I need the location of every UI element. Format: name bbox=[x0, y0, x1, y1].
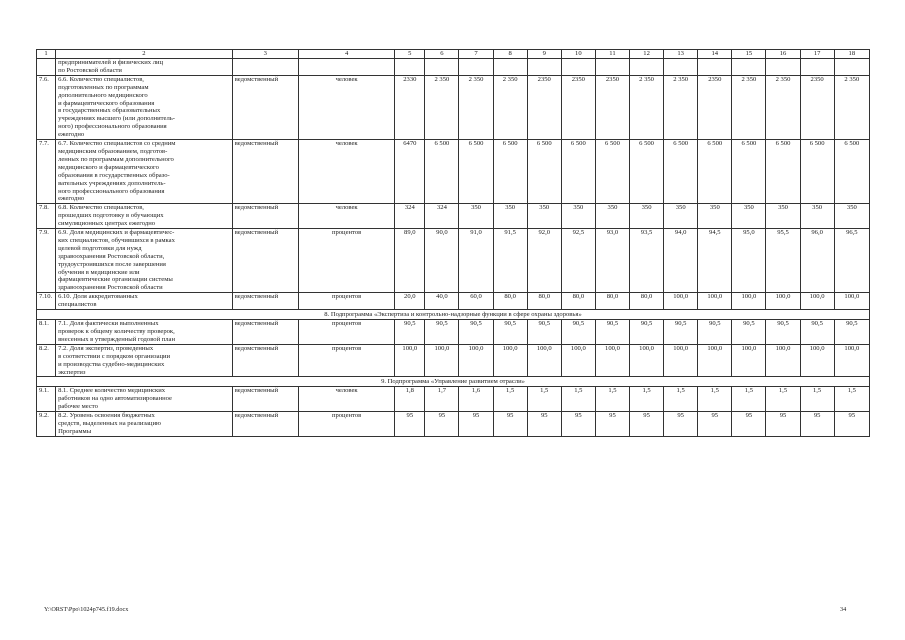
indicator-name: 7.1. Доля фактически выполненных проверок к общему количеству проверок, внесенных в утвержденный годовой план bbox=[56, 320, 233, 345]
value-cell: 100,0 bbox=[395, 344, 425, 377]
value-cell: 90,5 bbox=[630, 320, 664, 345]
value-cell: 100,0 bbox=[698, 344, 732, 377]
table-row bbox=[37, 293, 870, 310]
value-cell: 95 bbox=[459, 412, 493, 437]
value-cell: 6 500 bbox=[664, 140, 698, 204]
value-cell: 6 500 bbox=[800, 140, 834, 204]
value-cell: 350 bbox=[834, 204, 869, 229]
value-cell bbox=[800, 59, 834, 76]
value-cell: 91,5 bbox=[493, 229, 527, 293]
value-cell: 2350 bbox=[698, 75, 732, 139]
value-cell: 90,5 bbox=[493, 320, 527, 345]
value-cell: 6470 bbox=[395, 140, 425, 204]
value-cell: 100,0 bbox=[732, 293, 766, 310]
value-cell: 100,0 bbox=[561, 344, 595, 377]
header-cell: 6 bbox=[425, 50, 459, 59]
value-cell: 350 bbox=[766, 204, 800, 229]
value-cell: 100,0 bbox=[766, 293, 800, 310]
value-cell: 350 bbox=[698, 204, 732, 229]
value-cell: 95 bbox=[527, 412, 561, 437]
value-cell: 95 bbox=[595, 412, 629, 437]
value-cell: 100,0 bbox=[834, 293, 869, 310]
header-cell: 10 bbox=[561, 50, 595, 59]
value-cell: 95,5 bbox=[766, 229, 800, 293]
unit-of-measure bbox=[298, 59, 394, 76]
value-cell: 90,5 bbox=[395, 320, 425, 345]
value-cell: 350 bbox=[664, 204, 698, 229]
value-cell: 100,0 bbox=[664, 344, 698, 377]
unit-of-measure: человек bbox=[298, 75, 394, 139]
value-cell: 350 bbox=[800, 204, 834, 229]
value-cell bbox=[395, 59, 425, 76]
header-cell: 3 bbox=[232, 50, 298, 59]
value-cell: 96,5 bbox=[834, 229, 869, 293]
indicator-name: 6.8. Количество специалистов, прошедших подготовку в обучающих симуляционных центрах ежегодно bbox=[56, 204, 233, 229]
value-cell: 95 bbox=[664, 412, 698, 437]
value-cell: 90,5 bbox=[698, 320, 732, 345]
row-number: 7.9. bbox=[37, 229, 56, 293]
row-number: 9.1. bbox=[37, 387, 56, 412]
indicators-table bbox=[36, 49, 870, 437]
value-cell: 2350 bbox=[595, 75, 629, 139]
data-source: ведомственный bbox=[232, 387, 298, 412]
data-source: ведомственный bbox=[232, 229, 298, 293]
value-cell: 100,0 bbox=[800, 293, 834, 310]
value-cell: 95 bbox=[395, 412, 425, 437]
row-number: 7.10. bbox=[37, 293, 56, 310]
table-row bbox=[37, 344, 870, 377]
value-cell: 40,0 bbox=[425, 293, 459, 310]
value-cell: 90,5 bbox=[834, 320, 869, 345]
value-cell: 90,5 bbox=[561, 320, 595, 345]
value-cell: 100,0 bbox=[732, 344, 766, 377]
header-cell: 14 bbox=[698, 50, 732, 59]
header-cell: 2 bbox=[56, 50, 233, 59]
data-source bbox=[232, 59, 298, 76]
value-cell: 2 350 bbox=[493, 75, 527, 139]
value-cell: 100,0 bbox=[766, 344, 800, 377]
unit-of-measure: процентов bbox=[298, 229, 394, 293]
value-cell: 90,5 bbox=[595, 320, 629, 345]
value-cell: 2 350 bbox=[766, 75, 800, 139]
value-cell: 1,5 bbox=[698, 387, 732, 412]
value-cell: 6 500 bbox=[766, 140, 800, 204]
value-cell: 1,6 bbox=[459, 387, 493, 412]
value-cell: 100,0 bbox=[664, 293, 698, 310]
column-number-header bbox=[37, 50, 870, 59]
value-cell: 1,5 bbox=[800, 387, 834, 412]
value-cell: 6 500 bbox=[595, 140, 629, 204]
value-cell bbox=[834, 59, 869, 76]
unit-of-measure: человек bbox=[298, 387, 394, 412]
table-row bbox=[37, 387, 870, 412]
value-cell: 350 bbox=[630, 204, 664, 229]
value-cell: 90,0 bbox=[425, 229, 459, 293]
value-cell: 90,5 bbox=[800, 320, 834, 345]
row-number: 8.2. bbox=[37, 344, 56, 377]
data-source: ведомственный bbox=[232, 344, 298, 377]
indicator-name: 7.2. Доля экспертиз, проведенных в соответствии с порядком организации и производства судебно-медицинских экспертиз bbox=[56, 344, 233, 377]
value-cell: 94,5 bbox=[698, 229, 732, 293]
header-cell: 13 bbox=[664, 50, 698, 59]
row-number: 8.1. bbox=[37, 320, 56, 345]
value-cell: 95 bbox=[493, 412, 527, 437]
value-cell: 20,0 bbox=[395, 293, 425, 310]
value-cell: 350 bbox=[493, 204, 527, 229]
data-source: ведомственный bbox=[232, 75, 298, 139]
value-cell: 6 500 bbox=[698, 140, 732, 204]
header-cell: 9 bbox=[527, 50, 561, 59]
value-cell bbox=[630, 59, 664, 76]
value-cell: 80,0 bbox=[493, 293, 527, 310]
indicator-name: 8.1. Среднее количество медицинских работников на одно автоматизированное рабочее место bbox=[56, 387, 233, 412]
data-source: ведомственный bbox=[232, 412, 298, 437]
value-cell: 6 500 bbox=[459, 140, 493, 204]
value-cell: 1,5 bbox=[732, 387, 766, 412]
indicator-name: предпринимателей и физических лиц по Ростовской области bbox=[56, 59, 233, 76]
value-cell: 6 500 bbox=[493, 140, 527, 204]
value-cell: 100,0 bbox=[630, 344, 664, 377]
value-cell: 90,5 bbox=[766, 320, 800, 345]
value-cell: 90,5 bbox=[664, 320, 698, 345]
value-cell bbox=[732, 59, 766, 76]
header-cell: 17 bbox=[800, 50, 834, 59]
row-number: 7.8. bbox=[37, 204, 56, 229]
value-cell: 1,5 bbox=[834, 387, 869, 412]
value-cell: 80,0 bbox=[527, 293, 561, 310]
value-cell: 90,5 bbox=[527, 320, 561, 345]
unit-of-measure: процентов bbox=[298, 344, 394, 377]
unit-of-measure: человек bbox=[298, 204, 394, 229]
value-cell: 91,0 bbox=[459, 229, 493, 293]
indicator-name: 8.2. Уровень освоения бюджетных средств, выделенных на реализацию Программы bbox=[56, 412, 233, 437]
value-cell: 6 500 bbox=[527, 140, 561, 204]
table-row bbox=[37, 59, 870, 76]
page-number: 34 bbox=[840, 606, 847, 613]
value-cell: 324 bbox=[425, 204, 459, 229]
value-cell: 95 bbox=[766, 412, 800, 437]
header-cell: 7 bbox=[459, 50, 493, 59]
value-cell: 2350 bbox=[800, 75, 834, 139]
value-cell: 350 bbox=[561, 204, 595, 229]
header-cell: 18 bbox=[834, 50, 869, 59]
value-cell: 93,5 bbox=[630, 229, 664, 293]
header-cell: 5 bbox=[395, 50, 425, 59]
indicator-name: 6.9. Доля медицинских и фармацевтичес- ких специалистов, обучившихся в рамках целевой подготовки для нужд здравоохранения Ростовской области, трудоустроившихся после завершения обучения в медицинские или фармацевтические организации системы здравоохранения Ростовской области bbox=[56, 229, 233, 293]
value-cell: 6 500 bbox=[561, 140, 595, 204]
value-cell: 95 bbox=[698, 412, 732, 437]
value-cell: 6 500 bbox=[425, 140, 459, 204]
value-cell: 95 bbox=[732, 412, 766, 437]
value-cell bbox=[698, 59, 732, 76]
value-cell: 350 bbox=[595, 204, 629, 229]
value-cell: 95 bbox=[834, 412, 869, 437]
unit-of-measure: человек bbox=[298, 140, 394, 204]
header-cell: 15 bbox=[732, 50, 766, 59]
value-cell: 1,5 bbox=[766, 387, 800, 412]
value-cell: 100,0 bbox=[698, 293, 732, 310]
unit-of-measure: процентов bbox=[298, 412, 394, 437]
value-cell: 1,5 bbox=[664, 387, 698, 412]
value-cell bbox=[561, 59, 595, 76]
table-row bbox=[37, 140, 870, 204]
header-cell: 11 bbox=[595, 50, 629, 59]
table-row bbox=[37, 320, 870, 345]
value-cell: 60,0 bbox=[459, 293, 493, 310]
section-header-row bbox=[37, 310, 870, 320]
value-cell: 96,0 bbox=[800, 229, 834, 293]
value-cell: 89,0 bbox=[395, 229, 425, 293]
value-cell: 2330 bbox=[395, 75, 425, 139]
value-cell bbox=[527, 59, 561, 76]
header-cell: 1 bbox=[37, 50, 56, 59]
value-cell: 6 500 bbox=[834, 140, 869, 204]
value-cell: 93,0 bbox=[595, 229, 629, 293]
value-cell: 90,5 bbox=[732, 320, 766, 345]
value-cell: 1,5 bbox=[561, 387, 595, 412]
header-cell: 4 bbox=[298, 50, 394, 59]
value-cell bbox=[595, 59, 629, 76]
unit-of-measure: процентов bbox=[298, 293, 394, 310]
value-cell: 2350 bbox=[561, 75, 595, 139]
value-cell: 1,5 bbox=[630, 387, 664, 412]
value-cell: 324 bbox=[395, 204, 425, 229]
value-cell: 350 bbox=[732, 204, 766, 229]
value-cell: 1,5 bbox=[527, 387, 561, 412]
table-row bbox=[37, 229, 870, 293]
value-cell: 100,0 bbox=[595, 344, 629, 377]
value-cell: 80,0 bbox=[561, 293, 595, 310]
value-cell: 80,0 bbox=[630, 293, 664, 310]
data-source: ведомственный bbox=[232, 293, 298, 310]
value-cell: 95,0 bbox=[732, 229, 766, 293]
header-cell: 16 bbox=[766, 50, 800, 59]
value-cell: 2 350 bbox=[459, 75, 493, 139]
data-source: ведомственный bbox=[232, 140, 298, 204]
indicator-name: 6.10. Доля аккредитованных специалистов bbox=[56, 293, 233, 310]
value-cell bbox=[664, 59, 698, 76]
row-number bbox=[37, 59, 56, 76]
header-cell: 8 bbox=[493, 50, 527, 59]
value-cell: 6 500 bbox=[732, 140, 766, 204]
value-cell: 350 bbox=[527, 204, 561, 229]
value-cell bbox=[766, 59, 800, 76]
value-cell: 2 350 bbox=[664, 75, 698, 139]
value-cell: 1,5 bbox=[493, 387, 527, 412]
value-cell: 1,8 bbox=[395, 387, 425, 412]
value-cell: 95 bbox=[425, 412, 459, 437]
section-title: 8. Подпрограмма «Экспертиза и контрольно-надзорные функции в сфере охраны здоровья» bbox=[37, 310, 870, 320]
value-cell: 100,0 bbox=[834, 344, 869, 377]
table-row bbox=[37, 204, 870, 229]
row-number: 7.6. bbox=[37, 75, 56, 139]
value-cell: 90,5 bbox=[459, 320, 493, 345]
value-cell: 2350 bbox=[527, 75, 561, 139]
table-row bbox=[37, 75, 870, 139]
table-body bbox=[37, 50, 870, 437]
section-header-row bbox=[37, 377, 870, 387]
table-row bbox=[37, 412, 870, 437]
indicator-name: 6.6. Количество специалистов, подготовленных по программам дополнительного медицинского и фармацевтического образования в государственных образовательных учреждениях высшего (или дополнитель- ного) профессионального образования ежегодно bbox=[56, 75, 233, 139]
value-cell bbox=[425, 59, 459, 76]
value-cell: 2 350 bbox=[732, 75, 766, 139]
footer-file-path: Y:\ORST\Ppo\1024p745.f19.docx bbox=[44, 606, 129, 613]
header-cell: 12 bbox=[630, 50, 664, 59]
value-cell: 2 350 bbox=[425, 75, 459, 139]
value-cell: 92,5 bbox=[561, 229, 595, 293]
section-title: 9. Подпрограмма «Управление развитием отрасли» bbox=[37, 377, 870, 387]
value-cell: 95 bbox=[800, 412, 834, 437]
data-source: ведомственный bbox=[232, 204, 298, 229]
value-cell bbox=[493, 59, 527, 76]
value-cell: 100,0 bbox=[459, 344, 493, 377]
value-cell: 2 350 bbox=[630, 75, 664, 139]
value-cell: 95 bbox=[630, 412, 664, 437]
value-cell: 2 350 bbox=[834, 75, 869, 139]
value-cell: 1,5 bbox=[595, 387, 629, 412]
value-cell: 100,0 bbox=[527, 344, 561, 377]
value-cell: 95 bbox=[561, 412, 595, 437]
row-number: 7.7. bbox=[37, 140, 56, 204]
value-cell: 100,0 bbox=[800, 344, 834, 377]
unit-of-measure: процентов bbox=[298, 320, 394, 345]
value-cell: 100,0 bbox=[493, 344, 527, 377]
value-cell: 1,7 bbox=[425, 387, 459, 412]
indicator-name: 6.7. Количество специалистов со средним медицинским образованием, подготов- ленных по программам дополнительного медицинского и фармацевтического образования в государственных образо- вательных учреждениях дополнитель- ного профессионального образования ежегодно bbox=[56, 140, 233, 204]
value-cell bbox=[459, 59, 493, 76]
row-number: 9.2. bbox=[37, 412, 56, 437]
value-cell: 350 bbox=[459, 204, 493, 229]
value-cell: 6 500 bbox=[630, 140, 664, 204]
value-cell: 100,0 bbox=[425, 344, 459, 377]
value-cell: 92,0 bbox=[527, 229, 561, 293]
value-cell: 94,0 bbox=[664, 229, 698, 293]
data-source: ведомственный bbox=[232, 320, 298, 345]
value-cell: 80,0 bbox=[595, 293, 629, 310]
value-cell: 90,5 bbox=[425, 320, 459, 345]
